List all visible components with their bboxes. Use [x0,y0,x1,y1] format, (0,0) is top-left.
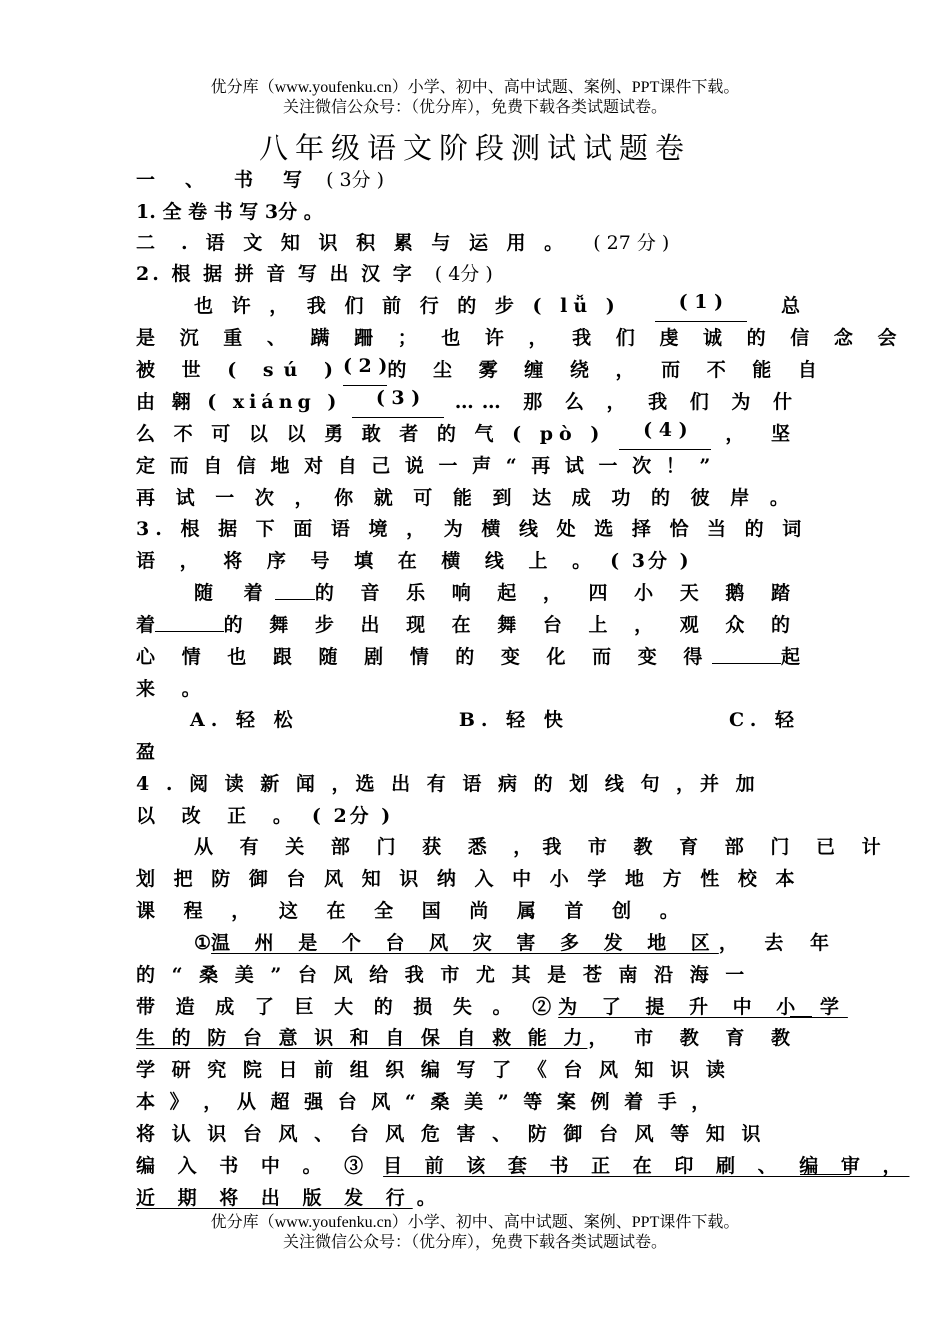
sentence-3-part-2[interactable]: 近 期 将 出 版 发 行 [136,1187,413,1209]
q3-line-3: 随 着 的 音 乐 响 起 ， 四 小 天 鹅 踏 [194,577,800,609]
q3-line-5: 心 情 也 跟 随 剧 情 的 变 化 而 变 得 起 [136,641,800,673]
q2-blank-2[interactable]: ( 2 ) [343,354,387,386]
sentence-1[interactable]: 温 州 是 个 台 风 灾 害 多 发 地 区 [211,932,719,954]
q2-line-7: 再 试 一 次 ， 你 就 可 能 到 达 成 功 的 彼 岸 。 [136,487,796,509]
q3-line-4: 着 的 舞 步 出 现 在 舞 台 上 ， 观 众 的 [136,609,800,641]
q3-options [190,704,800,736]
q2-line-2: 是 沉 重 、 蹒 跚 ； 也 许 ， 我 们 虔 诚 的 信 念 会 [136,327,906,349]
sentence-2-underline-ext [790,1016,812,1017]
section-1-score: ( 3分 ) [326,169,385,191]
q4-line-6: ① 温 州 是 个 台 风 灾 害 多 发 地 区 ， 去 年 [194,927,800,959]
footer-line-2: 关注微信公众号：（优分库），免费下载各类试题试卷。 [282,1234,667,1251]
q3-blank-1[interactable] [275,577,315,600]
option-a[interactable]: A. 轻 松 [190,709,299,731]
header-line-2: 关注微信公众号：（优分库），免费下载各类试题试卷。 [282,99,667,116]
q4-line-7: 的 “ 桑 美 ” 台 风 给 我 市 尤 其 是 苍 南 沿 海 一 [136,964,750,986]
q4-line-4: 划 把 防 御 台 风 知 识 纳 入 中 小 学 地 方 性 校 本 [136,868,801,890]
page-title: 八年级语文阶段测试试题卷 [258,131,691,165]
sentence-3-underline-ext [800,1174,850,1175]
q4-line-14: 近 期 将 出 版 发 行 。 [136,1182,800,1214]
question-1: 1. 全 卷 书 写 3分 。 [136,201,323,223]
q3-line-1: 3. 根 据 下 面 语 境 ， 为 横 线 处 选 择 恰 当 的 词 [136,518,808,540]
q4-line-1: 4 . 阅 读 新 闻 ，选 出 有 语 病 的 划 线 句 ，并 加 [136,773,760,795]
sentence-2-part-1[interactable]: 为 了 提 升 中 小 学 [558,996,848,1018]
q4-line-5: 课 程 ， 这 在 全 国 尚 属 首 创 。 [136,900,690,922]
q4-line-10: 学 研 究 院 日 前 组 织 编 写 了 《 台 风 知 识 读 [136,1059,730,1081]
q4-line-2: 以 改 正 。 ( 2分 ) [136,805,394,827]
q4-line-12: 将 认 识 台 风 、 台 风 危 害 、 防 御 台 风 等 知 识 [136,1123,766,1145]
q4-line-9: 生 的 防 台 意 识 和 自 保 自 救 能 力 ， 市 教 育 教 [136,1022,800,1054]
section-2-heading: 二 . 语 文 知 识 积 累 与 运 用 。 ( 27 分 ) [136,227,800,259]
q2-blank-1[interactable]: ( 1 ) [655,290,747,322]
q4-line-3: 从 有 关 部 门 获 悉 ， 我 市 教 育 部 门 已 计 [194,836,891,858]
q2-line-3: 被 世 ( sú ) ( 2 ) 的 尘 雾 缠 绕 ， 而 不 能 自 [136,354,800,386]
q2-line-6: 定 而 自 信 地 对 自 己 说 一 声 “ 再 试 一 次 ！ ” [136,455,715,477]
q4-line-8: 带 造 成 了 巨 大 的 损 失 。 ② 为 了 提 升 中 小 学 [136,991,800,1023]
q4-line-11: 本 》 ， 从 超 强 台 风 “ 桑 美 ” 等 案 例 着 手 ， [136,1091,715,1113]
header-line-1: 优分库（www.youfenku.cn）小学、初中、高中试题、案例、PPT课件下载。 [210,79,740,96]
q3-line-6: 来 。 [136,678,211,700]
q2-line-5: 么 不 可 以 以 勇 敢 者 的 气 ( pò ) ( 4 ) ， 坚 [136,418,800,450]
option-c[interactable]: C. 轻 [728,709,800,731]
q3-line-2: 语 ， 将 序 号 填 在 横 线 上 。 ( 3分 ) [136,550,692,572]
q2-line-4: 由 翱 ( xiáng ) ( 3 ) …… 那 么 ， 我 们 为 什 [136,386,800,418]
q4-line-13: 编 入 书 中 。 ③ 目 前 该 套 书 正 在 印 刷 、 编 审 ， [136,1150,850,1182]
option-b[interactable]: B. 轻 快 [458,709,569,731]
sentence-2-part-2[interactable]: 生 的 防 台 意 识 和 自 保 自 救 能 力 [136,1027,588,1049]
q2-blank-4[interactable]: ( 4 ) [619,418,711,450]
footer-line-1: 优分库（www.youfenku.cn）小学、初中、高中试题、案例、PPT课件下载。 [210,1214,740,1231]
question-2-heading: 2. 根 据 拼 音 写 出 汉 字 ( 4分 ) [136,263,493,285]
section-2-score: ( 27 分 ) [593,232,670,254]
q3-blank-3[interactable] [712,641,781,664]
q3-option-c-cont: 盈 [136,741,156,763]
sentence-3-part-1[interactable]: 目 前 该 套 书 正 在 印 刷 、 编 审 ， [383,1155,910,1177]
q2-blank-3[interactable]: ( 3 ) [352,386,444,418]
q2-line-1: 也 许 ， 我 们 前 行 的 步 ( lǚ ) ( 1 ) 总 [194,290,800,322]
q3-blank-2[interactable] [155,609,224,632]
section-1-heading: 一 、 书 写 ( 3分 ) [136,164,800,196]
